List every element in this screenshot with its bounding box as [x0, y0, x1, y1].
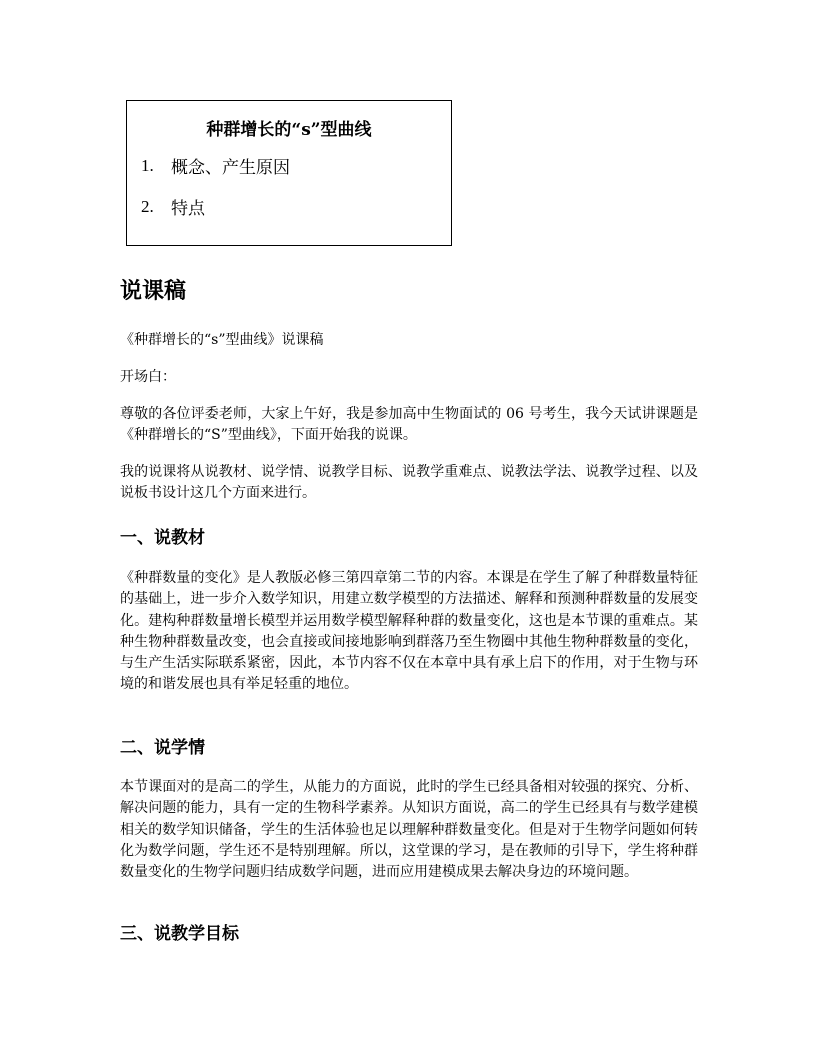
opening-label: 开场白：: [120, 369, 176, 385]
outline-paragraph: 我的说课将从说教材、说学情、说教学目标、说教学重难点、说教法学法、说教学过程、以及说板书设计这几个方面来进行。: [120, 464, 698, 502]
section-heading-students: 二、说学情: [120, 738, 205, 758]
document-subtitle: 《种群增长的“s”型曲线》说课稿: [120, 332, 324, 348]
section-heading-objectives: 三、说教学目标: [120, 924, 239, 944]
board-design-box: [126, 100, 452, 246]
section-paragraph-textbook: 《种群数量的变化》是人教版必修三第四章第二节的内容。本课是在学生了解了种群数量特征的基础上，进一步介入数学知识，用建立数学模型的方法描述、解释和预测种群数量的发展变化。建构种群数量增长模型并运用数学模型解释种群的数量变化，这也是本节课的重难点。某种生物种群数量改变，也会直接或间接地影响到群落乃至生物圈中其他生物种群数量的变化，与生产生活实际联系紧密，因此，本节内容不仅在本章中具有承上启下的作用，对于生物与环境的和谐发展也具有举足轻重的地位。: [120, 570, 698, 693]
opening-paragraph: 尊敬的各位评委老师，大家上午好，我是参加高中生物面试的 06 号考生，我今天试讲课题是《种群增长的“S”型曲线》，下面开始我的说课。: [120, 406, 698, 444]
document-title: 说课稿: [120, 279, 187, 304]
board-item-2: [141, 194, 205, 219]
section-paragraph-students: 本节课面对的是高二的学生，从能力的方面说，此时的学生已经具备相对较强的探究、分析、解决问题的能力，具有一定的生物科学素养。从知识方面说，高二的学生已经具有与数学建模相关的数学知识储备，学生的生活体验也足以理解种群数量变化。但是对于生物学问题如何转化为数学问题，学生还不是特别理解。所以，这堂课的学习，是在教师的引导下，学生将种群数量变化的生物学问题归结成数学问题，进而应用建模成果去解决身边的环境问题。: [120, 779, 698, 881]
board-title: 种群增长的“s”型曲线: [206, 120, 372, 140]
board-item-1: [141, 153, 290, 178]
board-item-number: 1.: [141, 155, 154, 175]
board-item-number: 2.: [141, 196, 154, 216]
board-item-text: 特点: [171, 199, 205, 219]
board-item-text: 概念、产生原因: [171, 158, 290, 178]
section-heading-textbook: 一、说教材: [120, 528, 205, 548]
